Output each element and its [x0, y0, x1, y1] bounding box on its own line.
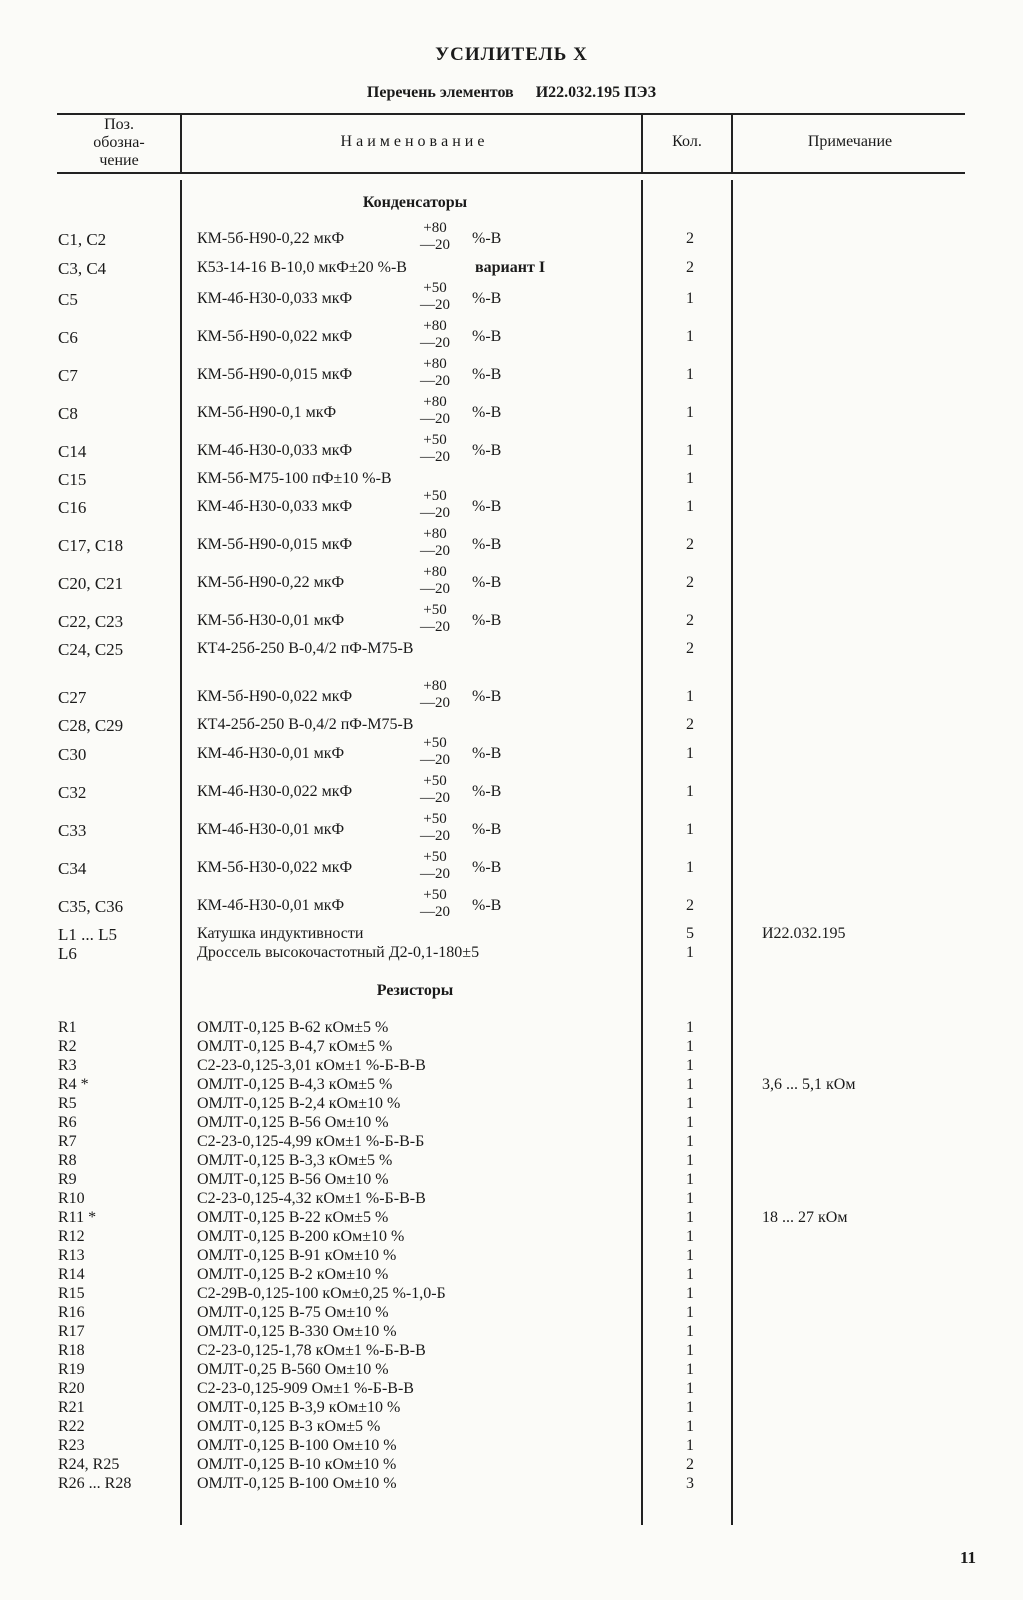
quantity: 1 [686, 1361, 694, 1378]
component-name: КМ-5б-Н90-0,22 мкФ [197, 574, 345, 591]
position-designator: C35, C36 [58, 897, 124, 916]
quantity: 1 [686, 1380, 694, 1397]
tolerance-upper: +80 [423, 220, 447, 236]
component-name: ОМЛТ-0,125 В-100 Ом±10 % [197, 1437, 397, 1454]
position-designator: R1 [58, 1019, 77, 1036]
position-designator: C6 [58, 328, 78, 347]
component-name: С2-29В-0,125-100 кОм±0,25 %-1,0-Б [197, 1285, 446, 1302]
quantity: 2 [686, 259, 694, 276]
position-designator: R15 [58, 1285, 85, 1302]
position-designator: R24, R25 [58, 1456, 120, 1473]
component-name: ОМЛТ-0,125 В-75 Ом±10 % [197, 1304, 389, 1321]
component-name: ОМЛТ-0,125 В-91 кОм±10 % [197, 1247, 397, 1264]
tolerance-stack [415, 280, 455, 314]
header-quantity: Кол. [672, 133, 702, 150]
position-designator: R8 [58, 1152, 77, 1169]
quantity: 1 [686, 442, 694, 459]
quantity: 1 [686, 1323, 694, 1340]
position-designator: R7 [58, 1133, 77, 1150]
position-designator: R3 [58, 1057, 77, 1074]
component-name: ОМЛТ-0,125 В-100 Ом±10 % [197, 1475, 397, 1492]
quantity: 1 [686, 1285, 694, 1302]
position-designator: R26 ... R28 [58, 1475, 132, 1492]
tolerance-upper: +80 [423, 526, 447, 542]
tolerance-suffix: %-В [472, 290, 502, 307]
tolerance-stack [415, 220, 455, 254]
position-designator: R13 [58, 1247, 85, 1264]
position-designator: C3, C4 [58, 259, 107, 278]
component-name: С2-23-0,125-909 Ом±1 %-Б-В-В [197, 1380, 414, 1397]
component-name: КТ4-25б-250 В-0,4/2 пФ-М75-В [197, 640, 414, 657]
component-name: ОМЛТ-0,125 В-3,9 кОм±10 % [197, 1399, 401, 1416]
position-designator: R10 [58, 1190, 85, 1207]
tolerance-upper: +50 [423, 849, 447, 865]
position-designator: R16 [58, 1304, 85, 1321]
quantity: 1 [686, 821, 694, 838]
position-designator: C16 [58, 498, 87, 517]
tolerance-stack [415, 488, 455, 522]
position-designator: R19 [58, 1361, 85, 1378]
quantity: 2 [686, 897, 694, 914]
quantity: 2 [686, 716, 694, 733]
tolerance-stack [415, 526, 455, 560]
component-name: ОМЛТ-0,125 В-3,3 кОм±5 % [197, 1152, 393, 1169]
component-name: КМ-5б-Н90-0,022 мкФ [197, 688, 353, 705]
component-name: ОМЛТ-0,125 В-330 Ом±10 % [197, 1323, 397, 1340]
component-name: КМ-5б-М75-100 пФ±10 %-В [197, 470, 392, 487]
tolerance-upper: +50 [423, 488, 447, 504]
header-position [60, 116, 178, 170]
quantity: 1 [686, 366, 694, 383]
quantity: 1 [686, 688, 694, 705]
quantity: 1 [686, 1418, 694, 1435]
component-name: КМ-4б-Н30-0,033 мкФ [197, 290, 353, 307]
component-name: Катушка индуктивности [197, 925, 364, 942]
tolerance-suffix: %-В [472, 897, 502, 914]
table-top-rule [57, 113, 965, 115]
quantity: 1 [686, 1133, 694, 1150]
component-name: КМ-5б-Н90-0,1 мкФ [197, 404, 337, 421]
page-subtitle [0, 84, 1023, 102]
tolerance-lower: —20 [420, 752, 450, 768]
position-designator: C24, C25 [58, 640, 124, 659]
quantity: 1 [686, 944, 694, 961]
quantity: 1 [686, 1342, 694, 1359]
position-designator: R9 [58, 1171, 77, 1188]
position-designator: R4 * [58, 1076, 89, 1093]
tolerance-lower: —20 [420, 581, 450, 597]
position-designator: R6 [58, 1114, 77, 1131]
tolerance-stack [415, 318, 455, 352]
quantity: 1 [686, 1190, 694, 1207]
component-name: ОМЛТ-0,125 В-62 кОм±5 % [197, 1019, 389, 1036]
header-name: Н а и м е н о в а н и е [340, 133, 485, 150]
tolerance-lower: —20 [420, 373, 450, 389]
quantity: 1 [686, 290, 694, 307]
tolerance-suffix: %-В [472, 498, 502, 515]
tolerance-upper: +50 [423, 773, 447, 789]
quantity: 2 [686, 536, 694, 553]
component-name: ОМЛТ-0,125 В-22 кОм±5 % [197, 1209, 389, 1226]
component-name: ОМЛТ-0,25 В-560 Ом±10 % [197, 1361, 389, 1378]
quantity: 1 [686, 498, 694, 515]
tolerance-upper: +50 [423, 280, 447, 296]
component-name: ОМЛТ-0,125 В-200 кОм±10 % [197, 1228, 405, 1245]
quantity: 1 [686, 1019, 694, 1036]
tolerance-suffix: %-В [472, 230, 502, 247]
tolerance-stack [415, 887, 455, 921]
position-designator: R14 [58, 1266, 85, 1283]
position-designator: C27 [58, 688, 87, 707]
tolerance-upper: +80 [423, 394, 447, 410]
tolerance-lower: —20 [420, 828, 450, 844]
position-designator: C20, C21 [58, 574, 124, 593]
tolerance-suffix: %-В [472, 404, 502, 421]
page-number: 11 [960, 1548, 977, 1567]
component-name: Дроссель высокочастотный Д2-0,1-180±5 [197, 944, 480, 961]
component-name: КМ-4б-Н30-0,033 мкФ [197, 442, 353, 459]
tolerance-upper: +80 [423, 564, 447, 580]
tolerance-upper: +80 [423, 318, 447, 334]
quantity: 1 [686, 1076, 694, 1093]
quantity: 1 [686, 1399, 694, 1416]
tolerance-stack [415, 849, 455, 883]
tolerance-lower: —20 [420, 543, 450, 559]
component-name: С2-23-0,125-1,78 кОм±1 %-Б-В-В [197, 1342, 426, 1359]
component-name: КМ-4б-Н30-0,01 мкФ [197, 745, 345, 762]
tolerance-suffix: %-В [472, 366, 502, 383]
tolerance-stack [415, 432, 455, 466]
tolerance-stack [415, 811, 455, 845]
position-designator: C33 [58, 821, 87, 840]
component-name: КМ-5б-Н90-0,022 мкФ [197, 328, 353, 345]
quantity: 2 [686, 574, 694, 591]
header-divider-3 [731, 113, 733, 173]
quantity: 2 [686, 640, 694, 657]
component-name: ОМЛТ-0,125 В-56 Ом±10 % [197, 1114, 389, 1131]
page-title: УСИЛИТЕЛЬ X [435, 44, 588, 65]
position-designator: C15 [58, 470, 87, 489]
component-name: КМ-5б-Н90-0,22 мкФ [197, 230, 345, 247]
header-bottom-rule [57, 172, 965, 174]
quantity: 2 [686, 230, 694, 247]
column-divider-1 [180, 180, 182, 1525]
position-designator: C5 [58, 290, 78, 309]
document-code: И22.032.195 ПЭЗ [535, 84, 657, 101]
quantity: 1 [686, 1266, 694, 1283]
component-name: К53-14-16 В-10,0 мкФ±20 %-В [197, 259, 407, 276]
quantity: 1 [686, 1304, 694, 1321]
quantity: 1 [686, 470, 694, 487]
quantity: 1 [686, 1152, 694, 1169]
quantity: 1 [686, 1209, 694, 1226]
position-designator: C17, C18 [58, 536, 124, 555]
component-name: КМ-5б-Н30-0,022 мкФ [197, 859, 353, 876]
quantity: 1 [686, 1247, 694, 1264]
column-divider-2 [641, 180, 643, 1525]
component-name: С2-23-0,125-4,32 кОм±1 %-Б-В-В [197, 1190, 426, 1207]
tolerance-stack [415, 735, 455, 769]
position-designator: L6 [58, 944, 77, 963]
component-name: ОМЛТ-0,125 В-2,4 кОм±10 % [197, 1095, 401, 1112]
position-designator: C28, C29 [58, 716, 124, 735]
section-capacitors: Конденсаторы [362, 194, 468, 211]
position-designator: R5 [58, 1095, 77, 1112]
position-designator: C7 [58, 366, 78, 385]
component-name: ОМЛТ-0,125 В-3 кОм±5 % [197, 1418, 381, 1435]
position-designator: C14 [58, 442, 87, 461]
tolerance-lower: —20 [420, 449, 450, 465]
tolerance-suffix: %-В [472, 612, 502, 629]
component-name: ОМЛТ-0,125 В-56 Ом±10 % [197, 1171, 389, 1188]
component-name: КМ-4б-Н30-0,01 мкФ [197, 897, 345, 914]
column-divider-3 [731, 180, 733, 1525]
tolerance-lower: —20 [420, 619, 450, 635]
position-designator: C30 [58, 745, 87, 764]
tolerance-upper: +50 [423, 887, 447, 903]
position-designator: R18 [58, 1342, 85, 1359]
tolerance-lower: —20 [420, 866, 450, 882]
quantity: 1 [686, 328, 694, 345]
position-designator: C22, C23 [58, 612, 124, 631]
tolerance-suffix: %-В [472, 783, 502, 800]
position-designator: R17 [58, 1323, 85, 1340]
component-name: С2-23-0,125-3,01 кОм±1 %-Б-В-В [197, 1057, 426, 1074]
tolerance-upper: +80 [423, 678, 447, 694]
tolerance-upper: +50 [423, 735, 447, 751]
quantity: 1 [686, 1114, 694, 1131]
tolerance-stack [415, 602, 455, 636]
position-designator: C32 [58, 783, 87, 802]
component-name: КМ-5б-Н30-0,01 мкФ [197, 612, 345, 629]
component-name: КМ-4б-Н30-0,01 мкФ [197, 821, 345, 838]
tolerance-suffix: %-В [472, 442, 502, 459]
quantity: 1 [686, 1057, 694, 1074]
tolerance-suffix: %-В [472, 745, 502, 762]
component-name: КМ-5б-Н90-0,015 мкФ [197, 536, 353, 553]
position-designator: R2 [58, 1038, 77, 1055]
tolerance-upper: +80 [423, 356, 447, 372]
quantity: 1 [686, 404, 694, 421]
tolerance-lower: —20 [420, 904, 450, 920]
component-name: ОМЛТ-0,125 В-4,3 кОм±5 % [197, 1076, 393, 1093]
tolerance-lower: —20 [420, 237, 450, 253]
position-designator: R23 [58, 1437, 85, 1454]
quantity: 1 [686, 1228, 694, 1245]
quantity: 1 [686, 859, 694, 876]
component-name: ОМЛТ-0,125 В-4,7 кОм±5 % [197, 1038, 393, 1055]
position-designator: R12 [58, 1228, 85, 1245]
tolerance-stack [415, 356, 455, 390]
tolerance-upper: +50 [423, 432, 447, 448]
tolerance-upper: +50 [423, 602, 447, 618]
tolerance-lower: —20 [420, 695, 450, 711]
tolerance-suffix: %-В [472, 821, 502, 838]
tolerance-lower: —20 [420, 505, 450, 521]
tolerance-suffix: %-В [472, 328, 502, 345]
tolerance-lower: —20 [420, 335, 450, 351]
header-position-line-1: Поз. [104, 116, 134, 133]
tolerance-lower: —20 [420, 411, 450, 427]
tolerance-suffix: %-В [472, 688, 502, 705]
position-designator: R11 * [58, 1209, 97, 1226]
quantity: 3 [686, 1475, 694, 1492]
component-name: КМ-4б-Н30-0,033 мкФ [197, 498, 353, 515]
header-position-line-2: обозна- [93, 134, 145, 151]
section-resistors: Резисторы [376, 982, 454, 999]
position-designator: R20 [58, 1380, 85, 1397]
quantity: 1 [686, 1038, 694, 1055]
quantity: 2 [686, 612, 694, 629]
note: 3,6 ... 5,1 кОм [762, 1076, 856, 1093]
quantity: 5 [686, 925, 694, 942]
component-name: КМ-4б-Н30-0,022 мкФ [197, 783, 353, 800]
header-divider-1 [180, 113, 182, 173]
component-name: ОМЛТ-0,125 В-2 кОм±10 % [197, 1266, 389, 1283]
position-designator: R21 [58, 1399, 85, 1416]
position-designator: C8 [58, 404, 78, 423]
position-designator: L1 ... L5 [58, 925, 118, 944]
tolerance-stack [415, 773, 455, 807]
position-designator: R22 [58, 1418, 85, 1435]
quantity: 1 [686, 783, 694, 800]
tolerance-lower: —20 [420, 790, 450, 806]
note: И22.032.195 [762, 925, 846, 942]
tolerance-suffix: %-В [472, 574, 502, 591]
component-name: КМ-5б-Н90-0,015 мкФ [197, 366, 353, 383]
quantity: 1 [686, 1171, 694, 1188]
tolerance-lower: —20 [420, 297, 450, 313]
component-name: ОМЛТ-0,125 В-10 кОм±10 % [197, 1456, 397, 1473]
variant-label: вариант I [475, 259, 546, 276]
position-designator: C1, C2 [58, 230, 107, 249]
quantity: 1 [686, 745, 694, 762]
tolerance-suffix: %-В [472, 536, 502, 553]
component-name: КТ4-25б-250 В-0,4/2 пФ-М75-В [197, 716, 414, 733]
tolerance-stack [415, 564, 455, 598]
position-designator: C34 [58, 859, 87, 878]
tolerance-stack [415, 678, 455, 712]
quantity: 2 [686, 1456, 694, 1473]
subtitle-label: Перечень элементов [366, 84, 514, 101]
tolerance-stack [415, 394, 455, 428]
header-position-line-3: чение [99, 152, 139, 169]
component-name: С2-23-0,125-4,99 кОм±1 %-Б-В-Б [197, 1133, 425, 1150]
header-divider-2 [641, 113, 643, 173]
header-note: Примечание [807, 133, 893, 150]
note: 18 ... 27 кОм [762, 1209, 848, 1226]
quantity: 1 [686, 1095, 694, 1112]
quantity: 1 [686, 1437, 694, 1454]
tolerance-upper: +50 [423, 811, 447, 827]
tolerance-suffix: %-В [472, 859, 502, 876]
